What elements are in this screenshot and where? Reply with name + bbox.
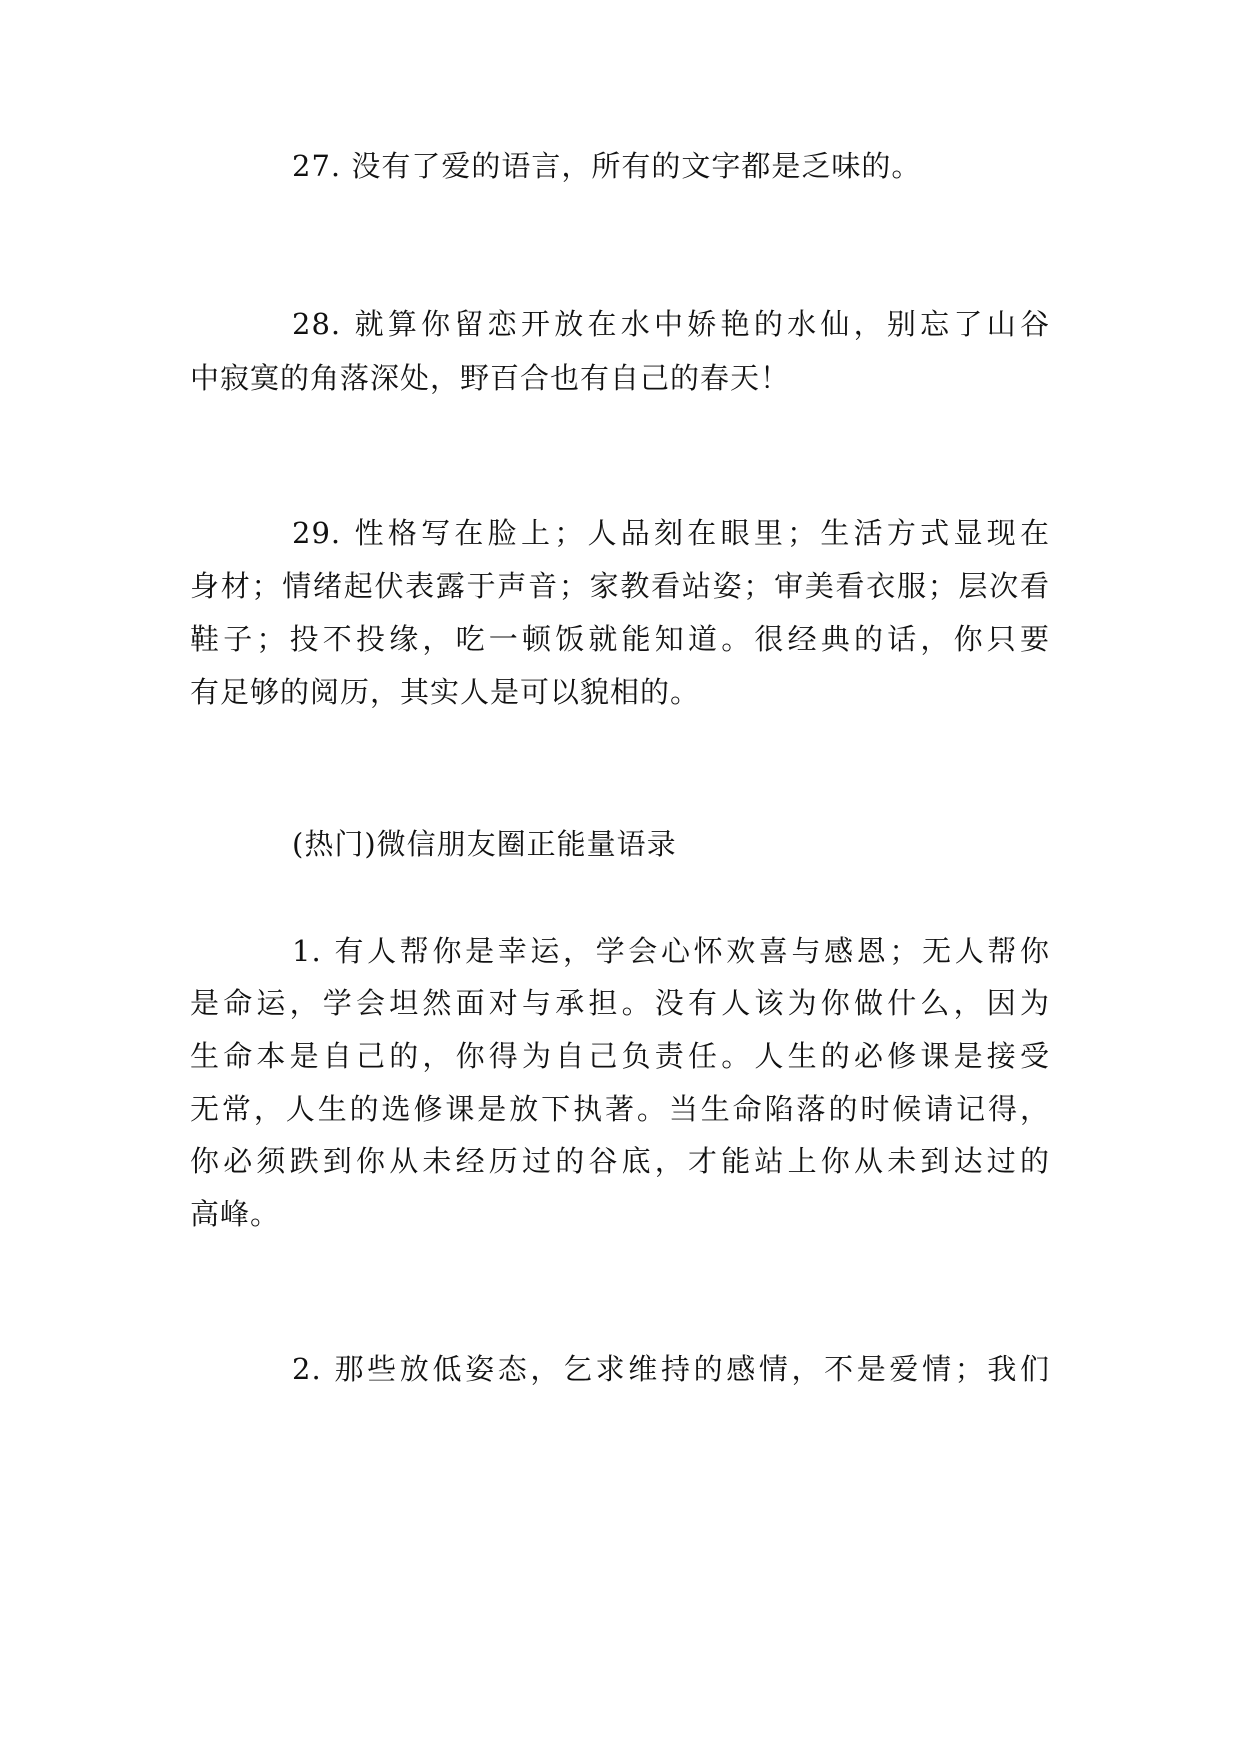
paragraph-29-line-2: 身材；情绪起伏表露于声音；家教看站姿；审美看衣服；层次看	[190, 569, 1050, 603]
quote-1-line-5: 你必须跌到你从未经历过的谷底，才能站上你从未到达过的	[190, 1144, 1050, 1178]
paragraph-29-line-3: 鞋子；投不投缘，吃一顿饭就能知道。很经典的话，你只要	[190, 622, 1050, 656]
quote-1-line-3: 生命本是自己的，你得为自己负责任。人生的必修课是接受	[190, 1039, 1050, 1073]
section-heading: (热门)微信朋友圈正能量语录	[292, 827, 677, 861]
quote-1-line-4: 无常，人生的选修课是放下执著。当生命陷落的时候请记得，	[190, 1092, 1050, 1126]
paragraph-28-line-2: 中寂寞的角落深处，野百合也有自己的春天！	[190, 361, 791, 395]
paragraph-27-line-1: 27. 没有了爱的语言，所有的文字都是乏味的。	[292, 149, 922, 183]
quote-1-line-6: 高峰。	[190, 1197, 281, 1231]
quote-1-line-2: 是命运，学会坦然面对与承担。没有人该为你做什么，因为	[190, 986, 1050, 1020]
paragraph-28-line-1: 28. 就算你留恋开放在水中娇艳的水仙，别忘了山谷	[292, 307, 1050, 341]
quote-1-line-1: 1. 有人帮你是幸运，学会心怀欢喜与感恩；无人帮你	[292, 934, 1050, 968]
quote-2-line-1: 2. 那些放低姿态，乞求维持的感情，不是爱情；我们	[292, 1352, 1050, 1386]
paragraph-29-line-4: 有足够的阅历，其实人是可以貌相的。	[190, 675, 701, 709]
paragraph-29-line-1: 29. 性格写在脸上；人品刻在眼里；生活方式显现在	[292, 516, 1050, 550]
